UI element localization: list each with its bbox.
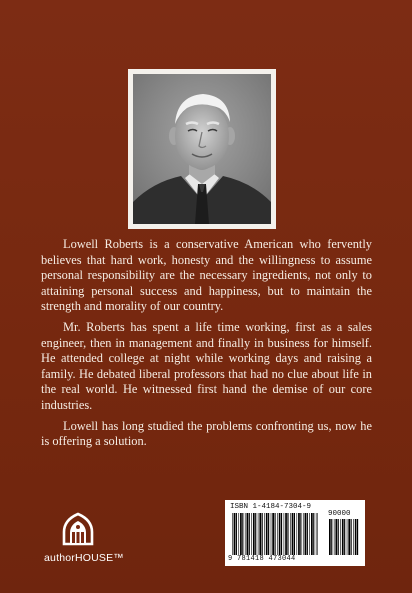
isbn-barcode (225, 500, 365, 566)
barcode-bar (272, 513, 274, 555)
barcode-bar (232, 513, 233, 555)
barcode-bar (236, 513, 237, 555)
author-photo-frame (128, 69, 276, 229)
barcode-bar (294, 513, 295, 555)
barcode-bars (232, 513, 318, 555)
author-bio (41, 237, 372, 455)
barcode-bar (234, 513, 236, 555)
publisher-logo (44, 512, 125, 564)
barcode-bar (253, 513, 255, 555)
barcode-bar (258, 513, 259, 555)
barcode-bar (317, 513, 318, 555)
barcode-bar (284, 513, 285, 555)
barcode-bar (311, 513, 313, 555)
barcode-bar (277, 513, 278, 555)
barcode-digits: 9 781418 473044 (228, 555, 296, 563)
barcode-bar (271, 513, 272, 555)
barcode-bar (305, 513, 307, 555)
barcode-bar (262, 513, 263, 555)
bio-paragraph-1: Lowell Roberts is a conservative American who fervently believes that hard work, honesty and the willingness to assume personal responsibility are the necessary ingredients, not only to attaining personal success and happiness, but to maintain the strength and morality of our country. (41, 237, 372, 314)
barcode-bar (259, 513, 261, 555)
barcode-bar (307, 513, 308, 555)
barcode-bar (309, 513, 310, 555)
barcode-bar (285, 513, 287, 555)
barcode-bar (335, 519, 337, 555)
barcode-bar (287, 513, 288, 555)
bio-paragraph-2: Mr. Roberts has spent a life time working, first as a sales engineer, then in management and finally in business for himself. He attended college at night while working days and raising a family. He debated liberal professors that had no clue about life in the real world. He witnessed first hand the demise of our core industries. (41, 319, 372, 412)
barcode-bar (313, 513, 314, 555)
barcode-bar (242, 513, 243, 555)
barcode-bar (351, 519, 352, 555)
barcode-bar (347, 519, 348, 555)
barcode-bar (342, 519, 344, 555)
barcode-bar (297, 513, 298, 555)
barcode-bar (268, 513, 269, 555)
barcode-bar (344, 519, 345, 555)
authorhouse-logo-icon (60, 512, 96, 546)
barcode-bar (245, 513, 246, 555)
barcode-addon-bars (329, 519, 359, 555)
author-portrait-image (133, 74, 271, 224)
barcode-bar (238, 513, 239, 555)
bio-paragraph-3: Lowell has long studied the problems confronting us, now he is offering a solution. (41, 418, 372, 449)
barcode-bar (340, 519, 341, 555)
barcode-bar (303, 513, 304, 555)
barcode-bar (353, 519, 354, 555)
barcode-bar (264, 513, 265, 555)
barcode-bar (338, 519, 339, 555)
barcode-bar (275, 513, 276, 555)
barcode-bar (300, 513, 301, 555)
barcode-bar (316, 513, 317, 555)
barcode-addon-label: 90000 (328, 510, 351, 518)
barcode-bar (249, 513, 250, 555)
barcode-bar (357, 519, 358, 555)
barcode-bar (331, 519, 332, 555)
barcode-bar (281, 513, 282, 555)
isbn-label: ISBN 1-4184-7304-9 (230, 503, 312, 511)
barcode-bar (255, 513, 256, 555)
barcode-bar (251, 513, 252, 555)
barcode-bar (279, 513, 281, 555)
publisher-name: authorHOUSE™ (44, 552, 125, 564)
barcode-bar (247, 513, 249, 555)
barcode-bar (298, 513, 300, 555)
barcode-bar (266, 513, 268, 555)
barcode-bar (355, 519, 357, 555)
barcode-bar (292, 513, 294, 555)
barcode-bar (290, 513, 291, 555)
barcode-bar (348, 519, 350, 555)
barcode-bar (240, 513, 242, 555)
author-photo (133, 74, 271, 224)
barcode-bar (334, 519, 335, 555)
barcode-bar (329, 519, 331, 555)
